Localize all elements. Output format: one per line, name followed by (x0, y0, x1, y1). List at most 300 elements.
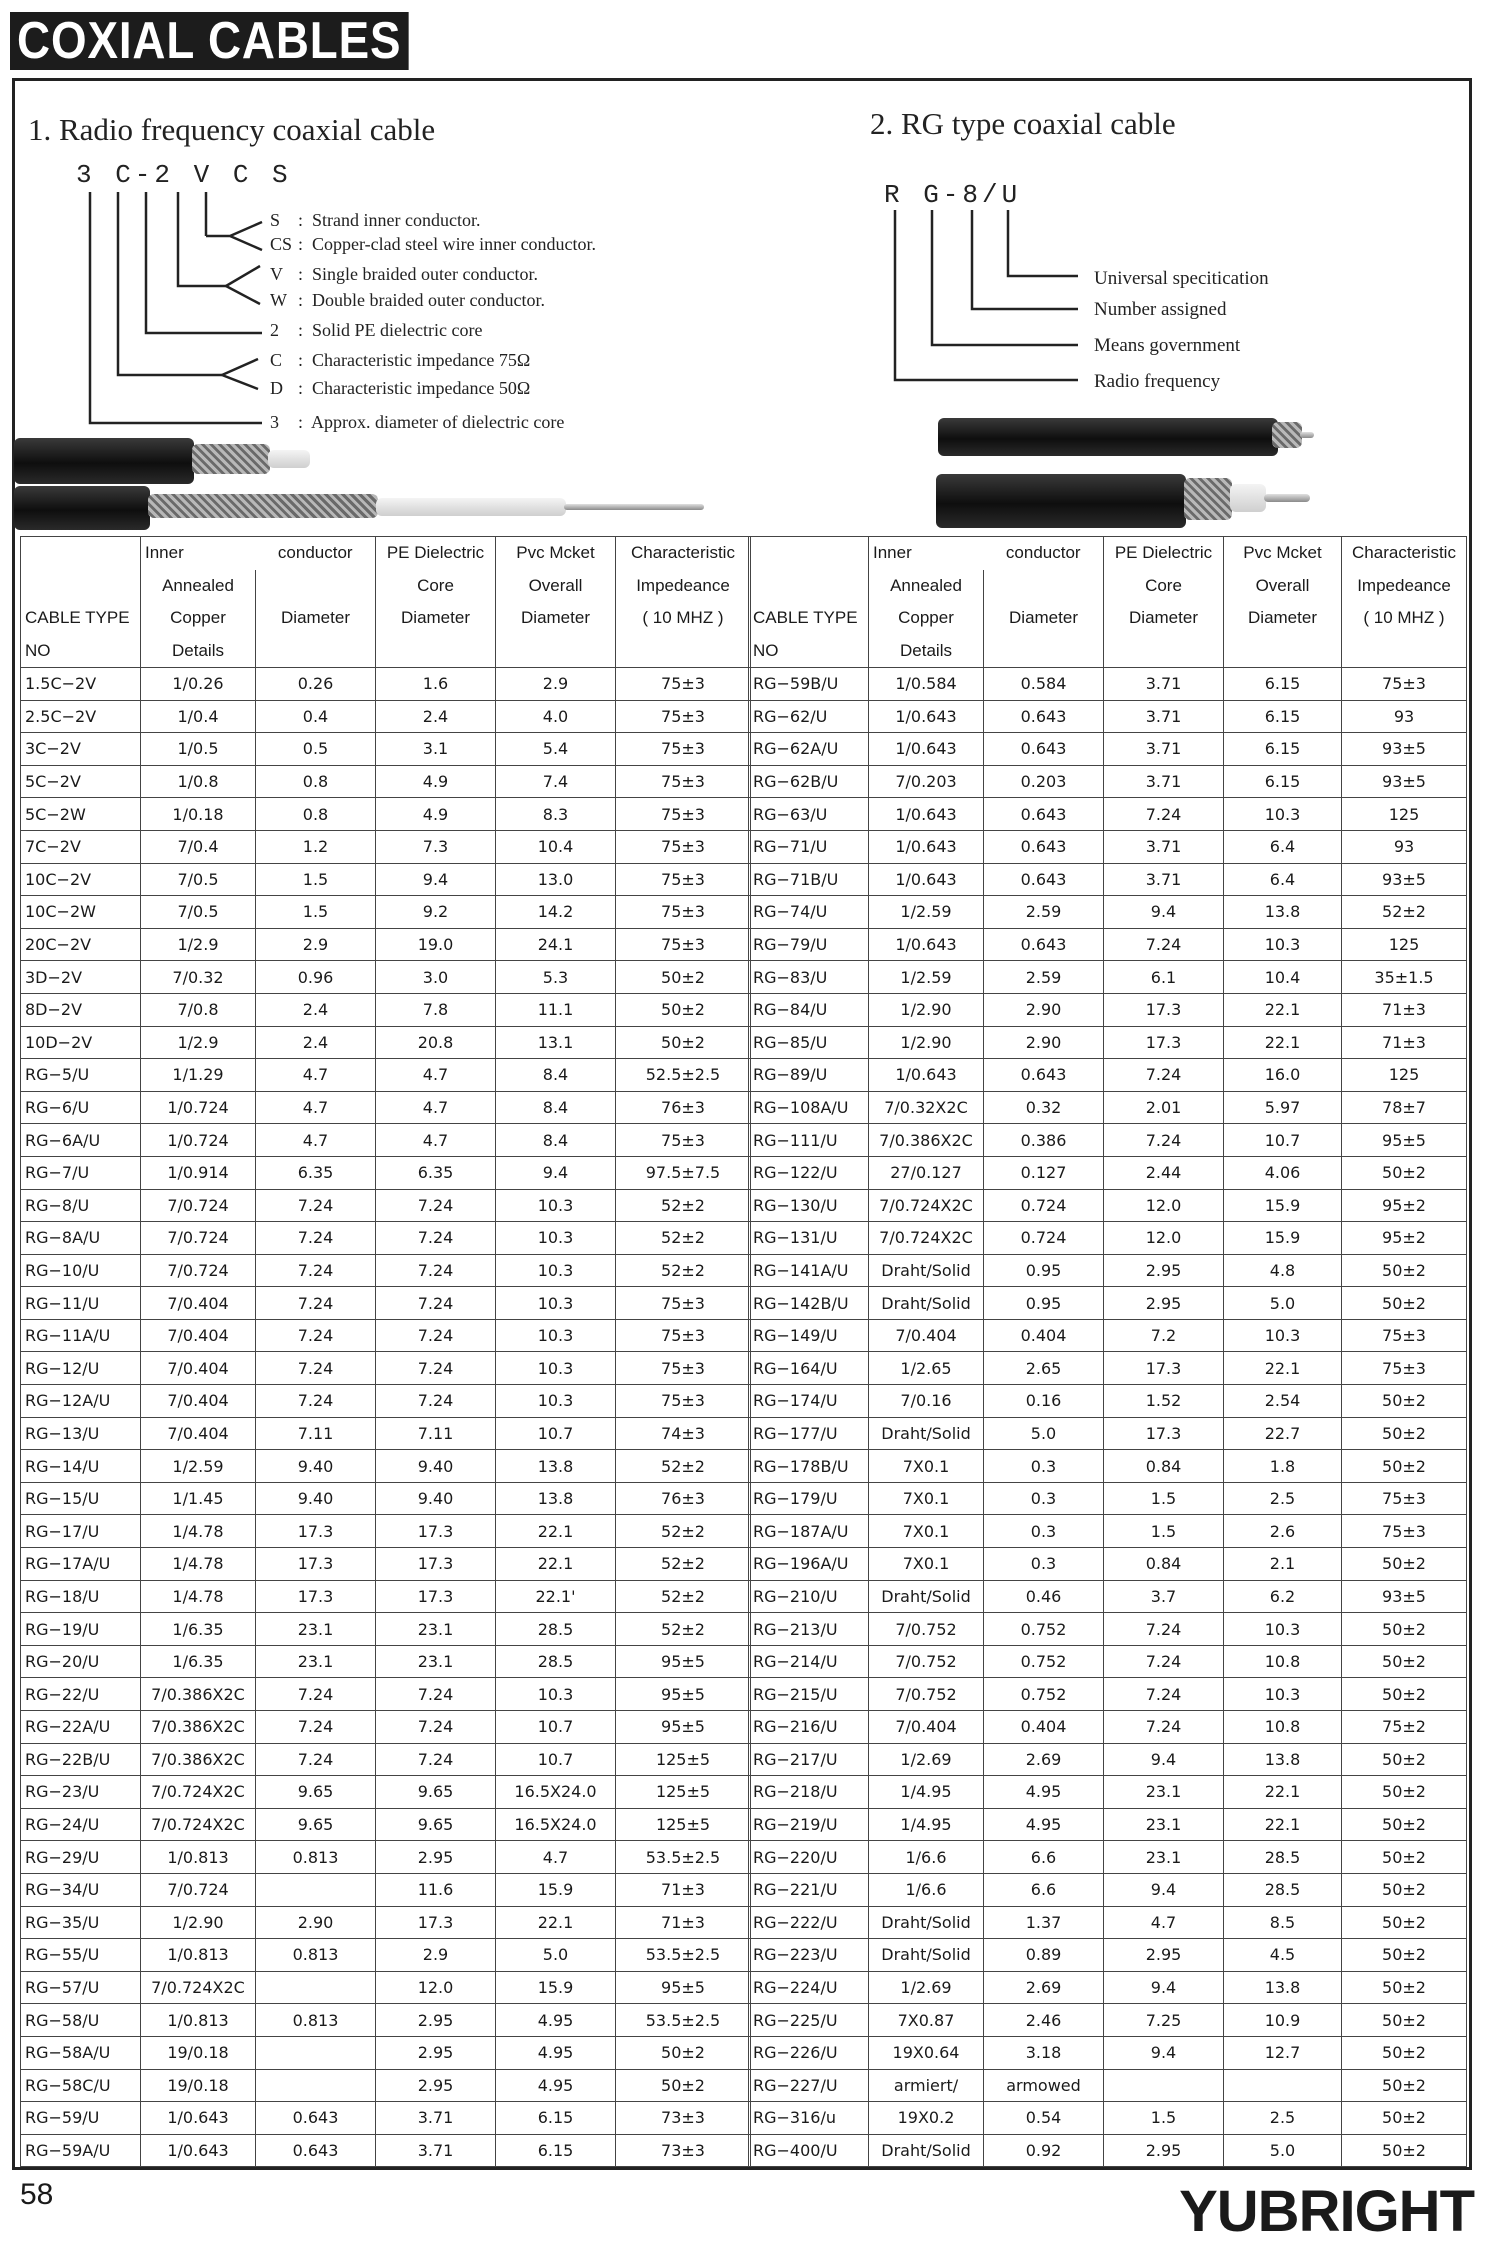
pe-diameter-cell: 3.71 (376, 2102, 496, 2135)
rg-table-header (749, 537, 1467, 668)
inner-diameter-cell: 0.643 (984, 830, 1104, 863)
inner-details-cell: 7X0.1 (869, 1482, 984, 1515)
inner-details-cell: 1/2.69 (869, 1743, 984, 1776)
cable-type-cell: RG−196A/U (749, 1548, 869, 1581)
cable-type-cell: RG−29/U (21, 1841, 141, 1874)
inner-details-cell: 1/4.78 (141, 1548, 256, 1581)
cable-dielectric-1 (268, 450, 310, 468)
inner-diameter-cell: 9.65 (256, 1776, 376, 1809)
inner-diameter-cell: 0.404 (984, 1711, 1104, 1744)
inner-diameter-cell: 9.40 (256, 1450, 376, 1483)
inner-details-cell: 1/0.643 (869, 1059, 984, 1092)
inner-diameter-cell: 2.90 (984, 993, 1104, 1026)
inner-diameter-cell: 7.24 (256, 1678, 376, 1711)
pe-diameter-cell: 4.7 (376, 1091, 496, 1124)
inner-details-cell: 7/0.404 (141, 1352, 256, 1385)
cable-type-cell: RG−222/U (749, 1906, 869, 1939)
pe-diameter-cell: 2.44 (1104, 1156, 1224, 1189)
legend-s: S : Strand inner conductor. (270, 210, 481, 230)
table-row (749, 2134, 1467, 2167)
impedance-cell: 50±2 (1342, 2004, 1467, 2037)
impedance-cell: 125±5 (616, 1743, 751, 1776)
table-row (21, 830, 751, 863)
cable-type-cell: RG−111/U (749, 1124, 869, 1157)
table-row (21, 1482, 751, 1515)
inner-details-cell: 7/0.8 (141, 993, 256, 1026)
cable-type-cell: RG−58/U (21, 2004, 141, 2037)
inner-details-cell: 1/0.813 (141, 1841, 256, 1874)
inner-details-cell: 7/0.752 (869, 1613, 984, 1646)
impedance-cell: 75±3 (1342, 668, 1467, 701)
inner-diameter-cell: 2.69 (984, 1743, 1104, 1776)
inner-details-cell: armiert/ (869, 2069, 984, 2102)
pvc-diameter-cell: 2.6 (1224, 1515, 1342, 1548)
pe-diameter-cell: 9.4 (1104, 1873, 1224, 1906)
pvc-diameter-cell: 2.5 (1224, 2102, 1342, 2135)
pvc-diameter-cell: 10.7 (496, 1743, 616, 1776)
inner-diameter-cell: 0.95 (984, 1287, 1104, 1320)
pe-diameter-cell: 3.71 (1104, 830, 1224, 863)
pvc-diameter-cell: 6.15 (496, 2134, 616, 2167)
inner-details-cell: 7/0.203 (869, 765, 984, 798)
impedance-cell: 53.5±2.5 (616, 2004, 751, 2037)
inner-diameter-cell: 23.1 (256, 1645, 376, 1678)
cable-type-cell: RG−122/U (749, 1156, 869, 1189)
table-row (749, 2036, 1467, 2069)
inner-diameter-cell: 2.59 (984, 896, 1104, 929)
impedance-cell: 52±2 (616, 1515, 751, 1548)
inner-details-cell: 1/0.914 (141, 1156, 256, 1189)
cable-type-cell: RG−108A/U (749, 1091, 869, 1124)
cable-type-cell: RG−225/U (749, 2004, 869, 2037)
table-row (21, 896, 751, 929)
inner-details-cell: 1/0.643 (869, 798, 984, 831)
pe-diameter-cell: 7.24 (376, 1287, 496, 1320)
cable-type-cell: RG−131/U (749, 1222, 869, 1255)
table-row (749, 1254, 1467, 1287)
pe-diameter-cell: 3.71 (1104, 668, 1224, 701)
inner-details-cell: 7/0.724 (141, 1873, 256, 1906)
pvc-diameter-cell: 28.5 (496, 1645, 616, 1678)
pvc-diameter-cell: 10.3 (496, 1287, 616, 1320)
pvc-diameter-cell: 22.1 (1224, 1808, 1342, 1841)
inner-details-cell: 7/0.4 (141, 830, 256, 863)
inner-details-cell: 7/0.386X2C (141, 1711, 256, 1744)
table-row (21, 1059, 751, 1092)
table-row (749, 1711, 1467, 1744)
pvc-diameter-cell: 10.3 (1224, 1678, 1342, 1711)
pvc-diameter-cell: 28.5 (1224, 1873, 1342, 1906)
cable-type-cell: RG−6A/U (21, 1124, 141, 1157)
table-row (749, 1808, 1467, 1841)
pe-diameter-cell: 4.7 (1104, 1906, 1224, 1939)
pvc-diameter-cell: 13.1 (496, 1026, 616, 1059)
pvc-diameter-cell: 15.9 (1224, 1222, 1342, 1255)
table-row (21, 1124, 751, 1157)
table-row (21, 1189, 751, 1222)
impedance-cell: 50±2 (1342, 1548, 1467, 1581)
inner-diameter-cell: 0.813 (256, 1841, 376, 1874)
inner-diameter-cell: 7.24 (256, 1254, 376, 1287)
inner-diameter-cell: 0.5 (256, 733, 376, 766)
pvc-diameter-cell: 6.15 (1224, 765, 1342, 798)
impedance-cell: 95±5 (616, 1711, 751, 1744)
pe-diameter-cell: 2.01 (1104, 1091, 1224, 1124)
inner-details-cell: 7/0.724X2C (869, 1189, 984, 1222)
cable-type-cell: RG−8A/U (21, 1222, 141, 1255)
impedance-cell: 75±3 (616, 798, 751, 831)
cable-type-cell: RG−71B/U (749, 863, 869, 896)
inner-diameter-cell: 23.1 (256, 1613, 376, 1646)
inner-details-cell: 7X0.87 (869, 2004, 984, 2037)
impedance-cell: 71±3 (1342, 1026, 1467, 1059)
table-row (21, 1091, 751, 1124)
inner-details-cell: 1/2.90 (869, 993, 984, 1026)
cable-type-cell: RG−219/U (749, 1808, 869, 1841)
impedance-cell: 53.5±2.5 (616, 1841, 751, 1874)
cable-type-cell: 8D−2V (21, 993, 141, 1026)
impedance-cell: 75±3 (1342, 1482, 1467, 1515)
table-row (21, 863, 751, 896)
impedance-cell: 95±5 (616, 1971, 751, 2004)
header-pvc-2: Overall (496, 570, 616, 603)
pe-diameter-cell: 17.3 (376, 1515, 496, 1548)
cable-type-cell: RG−59/U (21, 2102, 141, 2135)
cable-type-cell: RG−221/U (749, 1873, 869, 1906)
header-pe-2: Core (376, 570, 496, 603)
table-row (749, 1287, 1467, 1320)
cable-type-cell: RG−59B/U (749, 668, 869, 701)
impedance-cell: 50±2 (1342, 1613, 1467, 1646)
impedance-cell: 50±2 (1342, 1906, 1467, 1939)
cable-type-cell: RG−17/U (21, 1515, 141, 1548)
inner-details-cell: Draht/Solid (869, 1939, 984, 1972)
section2-code: R G-8/U (884, 180, 1022, 210)
pvc-diameter-cell: 10.3 (496, 1352, 616, 1385)
inner-details-cell: 1/0.643 (869, 700, 984, 733)
inner-details-cell: 1/0.8 (141, 765, 256, 798)
pe-diameter-cell: 7.24 (1104, 798, 1224, 831)
pe-diameter-cell: 23.1 (376, 1613, 496, 1646)
pe-diameter-cell: 7.3 (376, 830, 496, 863)
header-inner: Inner (869, 537, 984, 570)
inner-details-cell: 1/4.95 (869, 1776, 984, 1809)
table-row (749, 1059, 1467, 1092)
inner-details-cell: 1/4.95 (869, 1808, 984, 1841)
cable-type-cell: RG−59A/U (21, 2134, 141, 2167)
cable-type-cell: RG−57/U (21, 1971, 141, 2004)
table-row (749, 1026, 1467, 1059)
inner-diameter-cell: 7.24 (256, 1222, 376, 1255)
header-pvc-1: Pvc Mcket (496, 537, 616, 570)
inner-details-cell: 7/0.404 (141, 1385, 256, 1418)
impedance-cell: 75±3 (616, 830, 751, 863)
inner-diameter-cell: 0.643 (984, 700, 1104, 733)
header-no: NO (21, 635, 141, 668)
impedance-cell: 50±2 (616, 1026, 751, 1059)
cable-type-cell: RG−89/U (749, 1059, 869, 1092)
pe-diameter-cell: 1.5 (1104, 2102, 1224, 2135)
cable-type-cell: RG−218/U (749, 1776, 869, 1809)
cable-dielectric-2 (376, 498, 566, 516)
inner-diameter-cell: 7.24 (256, 1189, 376, 1222)
impedance-cell: 75±3 (616, 700, 751, 733)
inner-diameter-cell: 17.3 (256, 1515, 376, 1548)
impedance-cell: 75±3 (616, 863, 751, 896)
inner-diameter-cell: 0.3 (984, 1450, 1104, 1483)
inner-details-cell: 1/6.35 (141, 1613, 256, 1646)
rg-cable-table (748, 536, 1467, 2167)
rg-cable-core-1 (1300, 432, 1314, 438)
table-row (749, 1776, 1467, 1809)
pe-diameter-cell: 3.71 (1104, 700, 1224, 733)
inner-diameter-cell: 0.3 (984, 1515, 1104, 1548)
pe-diameter-cell: 1.52 (1104, 1385, 1224, 1418)
impedance-cell: 52±2 (1342, 896, 1467, 929)
impedance-cell: 50±2 (1342, 1287, 1467, 1320)
pe-diameter-cell: 6.35 (376, 1156, 496, 1189)
impedance-cell: 52±2 (616, 1254, 751, 1287)
impedance-cell: 73±3 (616, 2102, 751, 2135)
inner-diameter-cell: 0.26 (256, 668, 376, 701)
table-row (749, 2004, 1467, 2037)
inner-details-cell: 7/0.724X2C (141, 1808, 256, 1841)
inner-diameter-cell: 0.643 (984, 798, 1104, 831)
inner-details-cell: 1/0.18 (141, 798, 256, 831)
cable-type-cell: RG−210/U (749, 1580, 869, 1613)
inner-details-cell: 1/0.643 (141, 2134, 256, 2167)
inner-diameter-cell: 0.16 (984, 1385, 1104, 1418)
header-ch-2: Impedeance (1342, 570, 1467, 603)
cable-type-cell: RG−217/U (749, 1743, 869, 1776)
impedance-cell: 95±5 (616, 1645, 751, 1678)
impedance-cell: 52±2 (616, 1450, 751, 1483)
cable-type-cell: RG−177/U (749, 1417, 869, 1450)
cable-type-cell: RG−62B/U (749, 765, 869, 798)
pe-diameter-cell: 0.84 (1104, 1450, 1224, 1483)
pvc-diameter-cell: 16.0 (1224, 1059, 1342, 1092)
pvc-diameter-cell: 15.9 (496, 1873, 616, 1906)
inner-details-cell: Draht/Solid (869, 1254, 984, 1287)
inner-diameter-cell: 1.5 (256, 896, 376, 929)
pe-diameter-cell: 12.0 (1104, 1222, 1224, 1255)
impedance-cell: 52±2 (616, 1189, 751, 1222)
inner-diameter-cell: 0.46 (984, 1580, 1104, 1613)
rg-cable-photo-2 (936, 474, 1186, 528)
header-diameter: Diameter (256, 602, 376, 635)
inner-diameter-cell: armowed (984, 2069, 1104, 2102)
inner-details-cell: 7X0.1 (869, 1515, 984, 1548)
table-row (749, 700, 1467, 733)
pe-diameter-cell: 17.3 (1104, 993, 1224, 1026)
table-row (749, 1385, 1467, 1418)
pvc-diameter-cell: 28.5 (496, 1613, 616, 1646)
pe-diameter-cell: 7.25 (1104, 2004, 1224, 2037)
table-row (749, 1352, 1467, 1385)
pvc-diameter-cell: 6.15 (1224, 733, 1342, 766)
inner-diameter-cell: 1.37 (984, 1906, 1104, 1939)
header-copper: Copper (869, 602, 984, 635)
inner-details-cell: 1/6.35 (141, 1645, 256, 1678)
pvc-diameter-cell: 13.0 (496, 863, 616, 896)
header-ch-3: ( 10 MHZ ) (616, 602, 751, 635)
pvc-diameter-cell: 4.5 (1224, 1939, 1342, 1972)
impedance-cell: 125±5 (616, 1808, 751, 1841)
table-row (749, 1743, 1467, 1776)
table-row (21, 1385, 751, 1418)
cable-type-cell: RG−316/u (749, 2102, 869, 2135)
impedance-cell: 97.5±7.5 (616, 1156, 751, 1189)
impedance-cell: 50±2 (1342, 1841, 1467, 1874)
cable-type-cell: RG−142B/U (749, 1287, 869, 1320)
impedance-cell: 50±2 (1342, 1450, 1467, 1483)
header-pvc-2: Overall (1224, 570, 1342, 603)
impedance-cell: 93±5 (1342, 733, 1467, 766)
cable-type-cell: RG−34/U (21, 1873, 141, 1906)
pe-diameter-cell: 17.3 (1104, 1026, 1224, 1059)
cable-type-cell: RG−84/U (749, 993, 869, 1026)
table-row (749, 896, 1467, 929)
pvc-diameter-cell: 8.3 (496, 798, 616, 831)
pe-diameter-cell: 7.24 (1104, 928, 1224, 961)
inner-details-cell: 7/0.752 (869, 1678, 984, 1711)
pe-diameter-cell: 2.95 (1104, 2134, 1224, 2167)
inner-details-cell: 7/0.724X2C (141, 1971, 256, 2004)
cable-type-cell: RG−223/U (749, 1939, 869, 1972)
cable-type-cell: RG−23/U (21, 1776, 141, 1809)
inner-diameter-cell: 17.3 (256, 1580, 376, 1613)
impedance-cell: 93±5 (1342, 1580, 1467, 1613)
pvc-diameter-cell: 10.3 (1224, 1319, 1342, 1352)
inner-details-cell: 7/0.752 (869, 1645, 984, 1678)
pe-diameter-cell: 9.40 (376, 1450, 496, 1483)
inner-details-cell: 7/0.386X2C (141, 1678, 256, 1711)
cable-type-cell: RG−12/U (21, 1352, 141, 1385)
pe-diameter-cell: 9.2 (376, 896, 496, 929)
cable-type-cell: 5C−2V (21, 765, 141, 798)
table-row (749, 1124, 1467, 1157)
inner-diameter-cell: 4.7 (256, 1091, 376, 1124)
table-row (21, 993, 751, 1026)
cable-type-cell: RG−227/U (749, 2069, 869, 2102)
pe-diameter-cell: 7.24 (1104, 1645, 1224, 1678)
impedance-cell: 50±2 (1342, 1254, 1467, 1287)
pvc-diameter-cell: 4.7 (496, 1841, 616, 1874)
pvc-diameter-cell: 10.3 (1224, 798, 1342, 831)
cable-photo-2 (14, 486, 150, 530)
table-row (749, 1515, 1467, 1548)
impedance-cell: 50±2 (1342, 1971, 1467, 2004)
pvc-diameter-cell: 4.06 (1224, 1156, 1342, 1189)
inner-details-cell: 1/0.643 (869, 863, 984, 896)
pvc-diameter-cell: 10.3 (496, 1189, 616, 1222)
impedance-cell: 75±3 (616, 928, 751, 961)
pe-diameter-cell: 17.3 (1104, 1417, 1224, 1450)
cable-type-cell: RG−149/U (749, 1319, 869, 1352)
pvc-diameter-cell: 10.3 (496, 1222, 616, 1255)
table-row (749, 1939, 1467, 1972)
impedance-cell: 50±2 (616, 993, 751, 1026)
table-row (21, 1580, 751, 1613)
inner-diameter-cell: 0.95 (984, 1254, 1104, 1287)
inner-diameter-cell: 0.127 (984, 1156, 1104, 1189)
table-row (21, 668, 751, 701)
inner-diameter-cell: 4.95 (984, 1776, 1104, 1809)
cable-type-cell: RG−216/U (749, 1711, 869, 1744)
cable-type-cell: 1.5C−2V (21, 668, 141, 701)
inner-details-cell: 19/0.18 (141, 2036, 256, 2069)
pvc-diameter-cell: 10.9 (1224, 2004, 1342, 2037)
impedance-cell: 50±2 (1342, 1417, 1467, 1450)
table-row (749, 1482, 1467, 1515)
pe-diameter-cell: 20.8 (376, 1026, 496, 1059)
inner-details-cell: 1/4.78 (141, 1515, 256, 1548)
table-row (749, 668, 1467, 701)
inner-details-cell: Draht/Solid (869, 1906, 984, 1939)
impedance-cell: 75±3 (616, 733, 751, 766)
pe-diameter-cell: 7.2 (1104, 1319, 1224, 1352)
pe-diameter-cell: 3.0 (376, 961, 496, 994)
inner-diameter-cell: 2.46 (984, 2004, 1104, 2037)
pvc-diameter-cell: 28.5 (1224, 1841, 1342, 1874)
table-row (749, 1645, 1467, 1678)
pvc-diameter-cell: 22.1 (496, 1548, 616, 1581)
inner-diameter-cell: 6.35 (256, 1156, 376, 1189)
pe-diameter-cell: 2.95 (376, 2004, 496, 2037)
pvc-diameter-cell: 22.7 (1224, 1417, 1342, 1450)
cable-type-cell: RG−19/U (21, 1613, 141, 1646)
pe-diameter-cell: 7.24 (1104, 1059, 1224, 1092)
cable-type-cell: RG−74/U (749, 896, 869, 929)
header-details: Details (869, 635, 984, 668)
header-no: NO (749, 635, 869, 668)
section1-title: 1. Radio frequency coaxial cable (28, 112, 436, 147)
table-row (21, 1515, 751, 1548)
inner-diameter-cell: 4.95 (984, 1808, 1104, 1841)
pe-diameter-cell: 7.24 (376, 1711, 496, 1744)
pe-diameter-cell: 17.3 (376, 1906, 496, 1939)
section1-code: 3 C-2 V C S (76, 160, 292, 190)
header-pvc-3: Diameter (496, 602, 616, 635)
pvc-diameter-cell: 6.4 (1224, 830, 1342, 863)
pe-diameter-cell: 3.71 (1104, 863, 1224, 896)
header-copper: Copper (141, 602, 256, 635)
table-row (21, 1873, 751, 1906)
impedance-cell: 35±1.5 (1342, 961, 1467, 994)
table-row (21, 1352, 751, 1385)
inner-details-cell: 1/2.59 (141, 1450, 256, 1483)
pe-diameter-cell: 2.95 (376, 1841, 496, 1874)
impedance-cell: 50±2 (1342, 2036, 1467, 2069)
cable-type-cell: RG−20/U (21, 1645, 141, 1678)
pvc-diameter-cell: 10.7 (496, 1711, 616, 1744)
pvc-diameter-cell: 10.8 (1224, 1711, 1342, 1744)
pe-diameter-cell: 3.71 (376, 2134, 496, 2167)
inner-details-cell: 19X0.64 (869, 2036, 984, 2069)
table-row (21, 733, 751, 766)
pvc-diameter-cell: 4.95 (496, 2036, 616, 2069)
pvc-diameter-cell: 4.8 (1224, 1254, 1342, 1287)
header-annealed: Annealed (869, 570, 984, 603)
inner-details-cell: 7/0.724 (141, 1254, 256, 1287)
impedance-cell: 76±3 (616, 1482, 751, 1515)
pvc-diameter-cell: 16.5X24.0 (496, 1808, 616, 1841)
inner-diameter-cell: 7.24 (256, 1319, 376, 1352)
impedance-cell: 50±2 (1342, 1873, 1467, 1906)
pvc-diameter-cell: 15.9 (496, 1971, 616, 2004)
inner-details-cell: Draht/Solid (869, 2134, 984, 2167)
impedance-cell: 71±3 (616, 1873, 751, 1906)
